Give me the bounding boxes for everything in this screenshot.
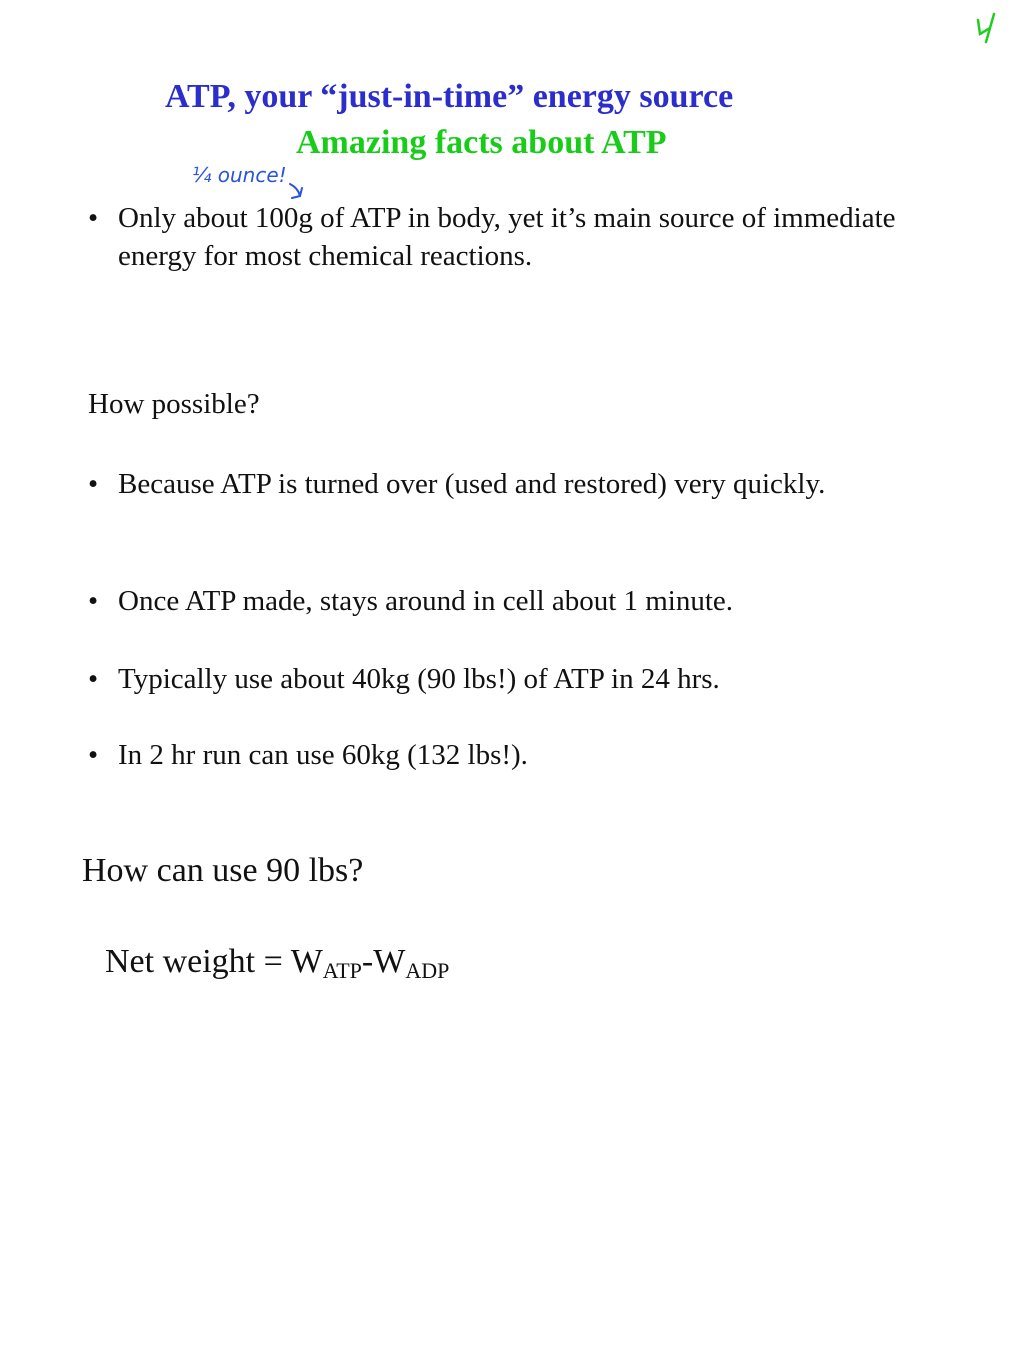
slide-title: ATP, your “just-in-time” energy source xyxy=(165,78,734,115)
question-label: How possible? xyxy=(88,388,260,420)
slide-subtitle: Amazing facts about ATP xyxy=(296,124,667,161)
list-item-text: In 2 hr run can use 60kg (132 lbs!). xyxy=(118,739,528,771)
handwritten-page-number xyxy=(972,8,1002,44)
bullet-dot: • xyxy=(88,739,99,771)
bullet-dot: • xyxy=(88,663,99,695)
bullet-dot: • xyxy=(88,585,99,617)
bullet-dot: • xyxy=(88,468,99,500)
followup-question: How can use 90 lbs? xyxy=(82,852,364,889)
list-item xyxy=(88,736,908,774)
handwritten-annotation xyxy=(186,140,316,204)
equation-subscript-adp: ADP xyxy=(405,958,450,983)
equation-subscript-atp: ATP xyxy=(322,958,362,983)
list-item-text: Because ATP is turned over (used and restored) very quickly. xyxy=(118,468,826,500)
list-item-text: Typically use about 40kg (90 lbs!) of ATP in 24 hrs. xyxy=(118,663,720,695)
list-item xyxy=(88,660,908,698)
net-weight-equation xyxy=(105,943,449,984)
list-item-text: Once ATP made, stays around in cell about 1 minute. xyxy=(118,585,734,617)
equation-minus: -W xyxy=(361,943,406,980)
list-item xyxy=(88,582,908,620)
annotation-text: ¼ ounce! xyxy=(192,163,287,187)
equation-lhs: Net weight = W xyxy=(105,943,323,980)
list-item xyxy=(88,465,908,503)
intro-bullet xyxy=(88,199,908,275)
intro-bullet-text: Only about 100g of ATP in body, yet it’s main source of immediate energy for most chemical reactions. xyxy=(118,202,896,272)
bullet-dot: • xyxy=(88,202,99,234)
